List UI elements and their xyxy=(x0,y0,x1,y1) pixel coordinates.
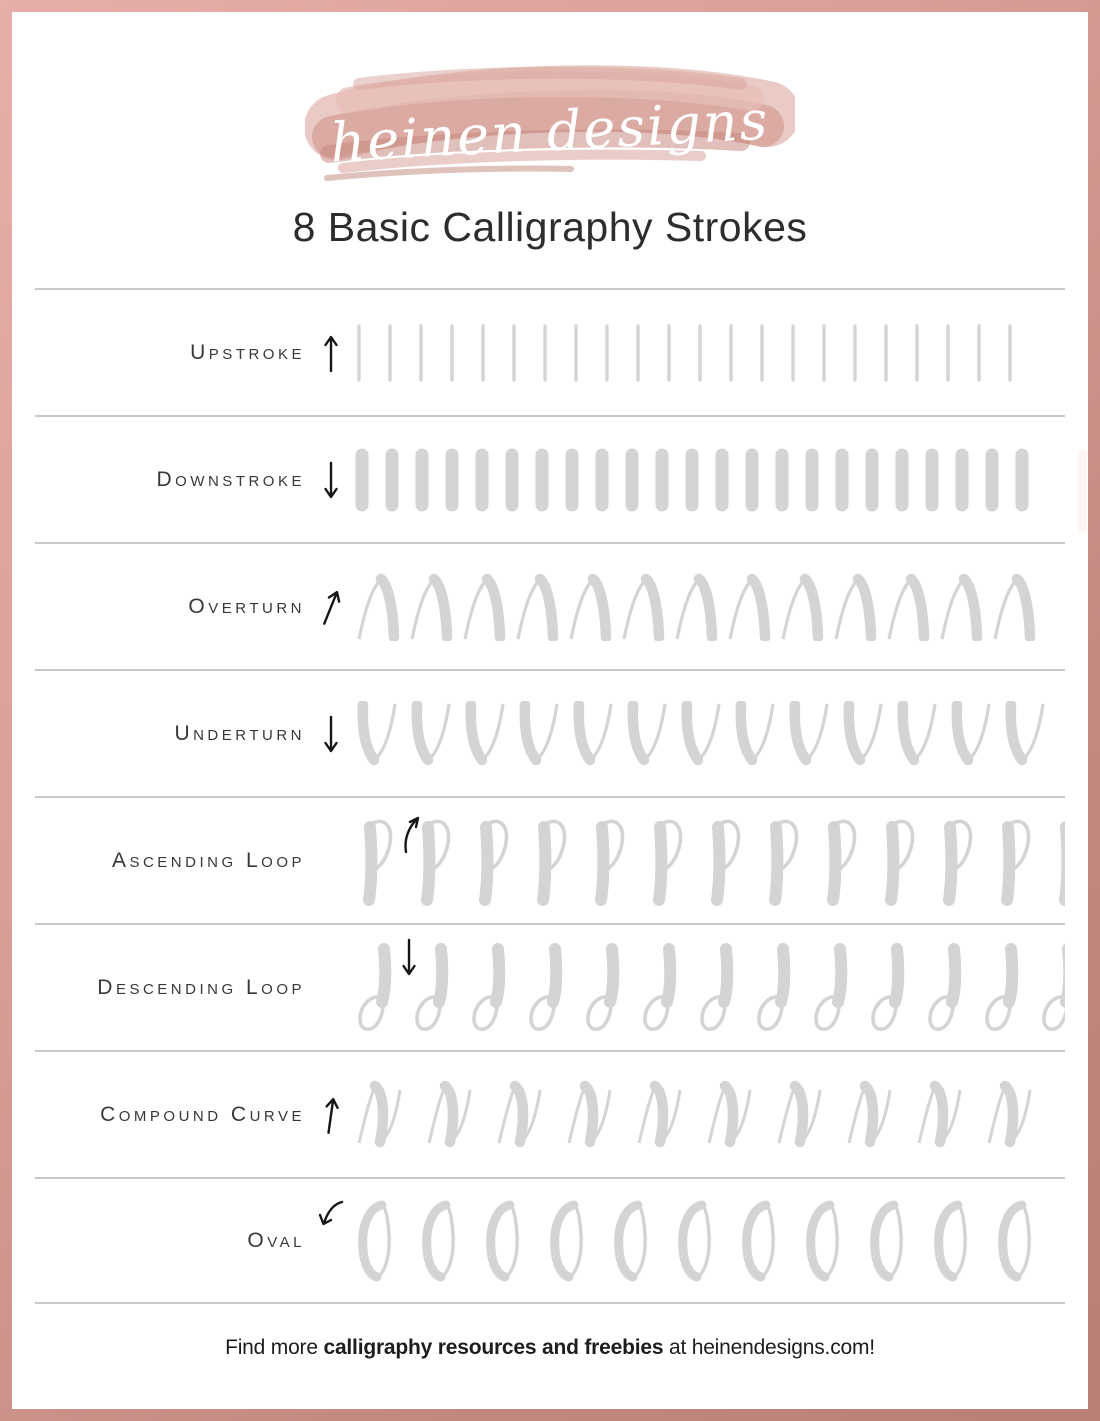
footer-prefix: Find more xyxy=(225,1336,324,1359)
worksheet xyxy=(12,12,1088,1409)
compound-curve-glyph xyxy=(915,1080,965,1150)
footer-bold: calligraphy resources and freebies xyxy=(323,1336,664,1359)
oval-glyph xyxy=(483,1200,521,1282)
stroke-row-ascending-loop xyxy=(35,796,1065,923)
oval-glyph xyxy=(355,1200,393,1282)
descending-loop-glyph xyxy=(1039,942,1065,1034)
brand-script-text: heinen designs xyxy=(328,88,771,175)
ascending-loop-glyph xyxy=(1051,814,1065,908)
descending-loop-glyph xyxy=(925,942,967,1034)
compound-curve-glyph xyxy=(705,1080,755,1150)
descending-loop-glyph xyxy=(583,942,625,1034)
oval-glyph xyxy=(803,1200,841,1282)
row-label: Downstroke xyxy=(156,467,305,491)
upstroke-glyph xyxy=(727,323,735,383)
downstroke-glyph xyxy=(925,448,939,512)
descending-loop-glyph xyxy=(697,942,739,1034)
stroke-samples xyxy=(355,671,1065,796)
upstroke-glyph xyxy=(634,323,642,383)
up-arrow-icon xyxy=(320,1094,341,1136)
upstroke-glyph xyxy=(510,323,518,383)
underturn-glyph xyxy=(787,701,831,767)
up-arrow-icon xyxy=(323,333,339,373)
overturn-glyph xyxy=(885,573,933,641)
downstroke-glyph xyxy=(895,448,909,512)
ascending-loop-glyph xyxy=(703,814,745,908)
underturn-glyph xyxy=(571,701,615,767)
down-arrow-icon xyxy=(323,460,339,500)
arrow-box xyxy=(307,798,355,923)
diagonal-up-arrow-icon xyxy=(316,585,346,628)
stroke-samples xyxy=(355,798,1065,923)
underturn-glyph xyxy=(733,701,777,767)
downstroke-glyph xyxy=(715,448,729,512)
brush-stroke xyxy=(305,42,795,192)
underturn-glyph xyxy=(517,701,561,767)
ascending-loop-glyph xyxy=(935,814,977,908)
upstroke-glyph xyxy=(386,323,394,383)
downstroke-glyph xyxy=(865,448,879,512)
oval-glyph xyxy=(547,1200,585,1282)
upstroke-glyph xyxy=(851,323,859,383)
oval-glyph xyxy=(611,1200,649,1282)
downstroke-glyph xyxy=(775,448,789,512)
overturn-glyph xyxy=(567,573,615,641)
underturn-glyph xyxy=(679,701,723,767)
ascending-loop-glyph xyxy=(819,814,861,908)
row-label: Ascending Loop xyxy=(111,848,305,872)
stroke-row-upstroke xyxy=(35,288,1065,415)
curved-up-arrow-icon xyxy=(401,814,423,856)
overturn-glyph xyxy=(673,573,721,641)
downstroke-glyph xyxy=(685,448,699,512)
upstroke-glyph xyxy=(1006,323,1014,383)
downstroke-glyph xyxy=(595,448,609,512)
arrow-box xyxy=(307,417,355,542)
stroke-samples xyxy=(355,1179,1065,1302)
underturn-glyph xyxy=(355,701,399,767)
stroke-row-descending-loop xyxy=(35,923,1065,1050)
arrow-box xyxy=(307,671,355,796)
ascending-loop-glyph xyxy=(877,814,919,908)
oval-glyph xyxy=(675,1200,713,1282)
compound-curve-glyph xyxy=(565,1080,615,1150)
compound-curve-glyph xyxy=(355,1080,405,1150)
upstroke-glyph xyxy=(820,323,828,383)
header xyxy=(12,42,1088,251)
compound-curve-glyph xyxy=(635,1080,685,1150)
arrow-box xyxy=(307,544,355,669)
descending-loop-glyph xyxy=(526,942,568,1034)
ascending-loop-glyph xyxy=(761,814,803,908)
descending-loop-glyph xyxy=(355,942,397,1034)
overturn-glyph xyxy=(514,573,562,641)
ascending-loop-glyph xyxy=(993,814,1035,908)
downstroke-glyph xyxy=(505,448,519,512)
float-arrow xyxy=(401,937,417,977)
compound-curve-glyph xyxy=(495,1080,545,1150)
footer-note xyxy=(12,1336,1088,1360)
stroke-samples xyxy=(355,1052,1065,1177)
compound-curve-glyph xyxy=(985,1080,1035,1150)
page-title: 8 Basic Calligraphy Strokes xyxy=(292,204,808,250)
overturn-glyph xyxy=(832,573,880,641)
downstroke-glyph xyxy=(1015,448,1029,512)
oval-glyph xyxy=(995,1200,1033,1282)
row-label: Upstroke xyxy=(190,340,305,364)
underturn-glyph xyxy=(1003,701,1047,767)
downstroke-glyph xyxy=(355,448,369,512)
upstroke-glyph xyxy=(944,323,952,383)
underturn-glyph xyxy=(895,701,939,767)
upstroke-glyph xyxy=(479,323,487,383)
stroke-row-underturn xyxy=(35,669,1065,796)
upstroke-glyph xyxy=(913,323,921,383)
ascending-loop-glyph xyxy=(471,814,513,908)
stroke-row-compound-curve xyxy=(35,1050,1065,1177)
underturn-glyph xyxy=(949,701,993,767)
footer-suffix: at heinendesigns.com! xyxy=(663,1336,875,1359)
oval-glyph xyxy=(419,1200,457,1282)
upstroke-glyph xyxy=(975,323,983,383)
underturn-glyph xyxy=(409,701,453,767)
overturn-glyph xyxy=(991,573,1039,641)
downstroke-glyph xyxy=(625,448,639,512)
upstroke-glyph xyxy=(572,323,580,383)
stroke-samples xyxy=(355,925,1065,1050)
downstroke-glyph xyxy=(955,448,969,512)
row-label: Oval xyxy=(247,1228,305,1252)
oval-glyph xyxy=(739,1200,777,1282)
overturn-glyph xyxy=(620,573,668,641)
arrow-box xyxy=(307,1179,355,1302)
downstroke-glyph xyxy=(655,448,669,512)
downstroke-glyph xyxy=(475,448,489,512)
stroke-samples xyxy=(355,544,1065,669)
arrow-box xyxy=(307,925,355,1050)
compound-curve-glyph xyxy=(845,1080,895,1150)
arrow-box xyxy=(307,290,355,415)
row-label: Underturn xyxy=(174,721,305,745)
ascending-loop-glyph xyxy=(355,814,397,908)
overturn-glyph xyxy=(726,573,774,641)
downstroke-glyph xyxy=(745,448,759,512)
ascending-loop-glyph xyxy=(529,814,571,908)
downstroke-glyph xyxy=(415,448,429,512)
down-arrow-icon xyxy=(323,714,339,754)
strokes-table xyxy=(35,288,1065,1304)
downstroke-glyph xyxy=(835,448,849,512)
stroke-samples xyxy=(355,417,1065,542)
stroke-row-oval xyxy=(35,1177,1065,1304)
upstroke-glyph xyxy=(417,323,425,383)
downstroke-glyph xyxy=(805,448,819,512)
descending-loop-glyph xyxy=(811,942,853,1034)
scrollbar-thumb[interactable] xyxy=(1078,449,1087,533)
descending-loop-glyph xyxy=(754,942,796,1034)
upstroke-glyph xyxy=(789,323,797,383)
oval-glyph xyxy=(931,1200,969,1282)
ascending-loop-glyph xyxy=(645,814,687,908)
upstroke-glyph xyxy=(696,323,704,383)
stroke-row-downstroke xyxy=(35,415,1065,542)
downstroke-glyph xyxy=(535,448,549,512)
arrow-box xyxy=(307,1052,355,1177)
oval-glyph xyxy=(867,1200,905,1282)
curved-down-left-arrow-icon xyxy=(318,1199,344,1227)
descending-loop-glyph xyxy=(469,942,511,1034)
upstroke-glyph xyxy=(541,323,549,383)
row-label: Descending Loop xyxy=(97,975,305,999)
row-label: Compound Curve xyxy=(100,1102,305,1126)
downstroke-glyph xyxy=(565,448,579,512)
down-arrow-icon xyxy=(401,937,417,977)
stroke-samples xyxy=(355,290,1065,415)
overturn-glyph xyxy=(408,573,456,641)
compound-curve-glyph xyxy=(425,1080,475,1150)
descending-loop-glyph xyxy=(982,942,1024,1034)
downstroke-glyph xyxy=(445,448,459,512)
underturn-glyph xyxy=(625,701,669,767)
compound-curve-glyph xyxy=(775,1080,825,1150)
upstroke-glyph xyxy=(448,323,456,383)
ascending-loop-glyph xyxy=(587,814,629,908)
downstroke-glyph xyxy=(385,448,399,512)
underturn-glyph xyxy=(841,701,885,767)
descending-loop-glyph xyxy=(640,942,682,1034)
overturn-glyph xyxy=(355,573,403,641)
overturn-glyph xyxy=(461,573,509,641)
upstroke-glyph xyxy=(355,323,363,383)
upstroke-glyph xyxy=(665,323,673,383)
float-arrow xyxy=(401,814,423,856)
row-label: Overturn xyxy=(188,594,305,618)
overturn-glyph xyxy=(938,573,986,641)
upstroke-glyph xyxy=(758,323,766,383)
overturn-glyph xyxy=(779,573,827,641)
upstroke-glyph xyxy=(882,323,890,383)
descending-loop-glyph xyxy=(868,942,910,1034)
upstroke-glyph xyxy=(603,323,611,383)
brand-logo xyxy=(305,42,795,192)
underturn-glyph xyxy=(463,701,507,767)
descending-loop-glyph xyxy=(412,942,454,1034)
downstroke-glyph xyxy=(985,448,999,512)
stroke-row-overturn xyxy=(35,542,1065,669)
